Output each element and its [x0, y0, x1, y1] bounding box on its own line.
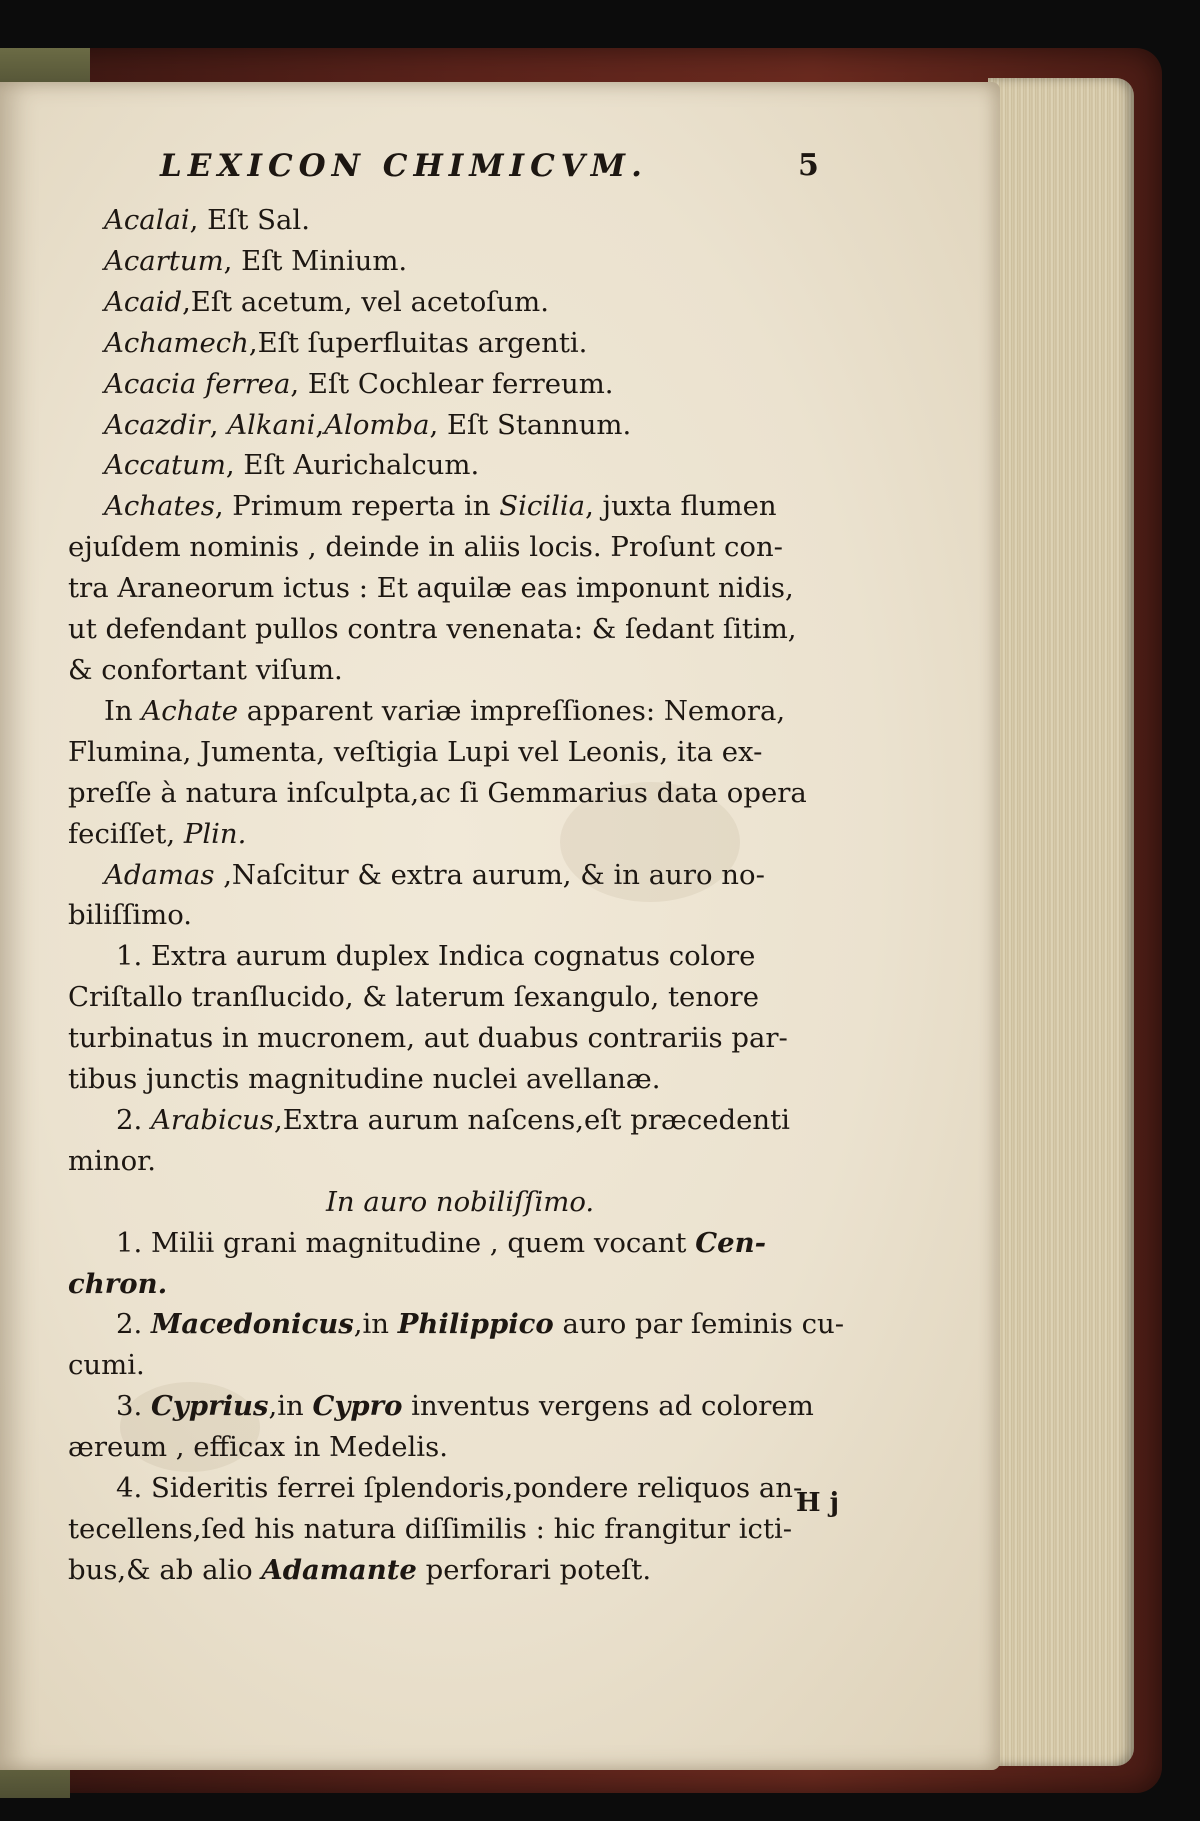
text-segment: 1. Milii grani magnitudine , quem vocant: [116, 1226, 696, 1259]
text-line: [68, 1386, 858, 1427]
text-segment: Macedonicus: [150, 1308, 354, 1341]
text-segment: Accatum: [104, 449, 226, 482]
text-segment: Adamante: [261, 1553, 417, 1586]
text-segment: , Eſt Sal.: [189, 204, 310, 236]
text-segment: Cyprius: [150, 1390, 269, 1423]
text-line: [68, 1550, 858, 1591]
text-line: [68, 527, 858, 568]
text-segment: Acalai: [104, 204, 190, 236]
book-page: [0, 82, 1000, 1770]
text-segment: æreum , efficax in Medelis.: [68, 1431, 448, 1464]
text-segment: , Eſt Cochlear ferreum.: [290, 367, 614, 400]
text-block: [68, 144, 858, 1591]
text-line: [68, 773, 858, 814]
text-line: [68, 568, 858, 609]
text-segment: ,Eſt ſuperfluitas argenti.: [248, 326, 588, 359]
text-segment: Alomba: [324, 408, 430, 441]
text-segment: 4. Sideritis ferrei ſplendoris,pondere reliquos an-: [116, 1472, 803, 1505]
text-line: [68, 1141, 858, 1182]
body-text: [68, 200, 858, 1591]
text-segment: Cypro: [312, 1390, 403, 1423]
text-segment: feciſſet,: [68, 817, 184, 850]
text-line: [68, 486, 858, 527]
text-line: [68, 895, 858, 936]
text-segment: Arabicus: [150, 1103, 275, 1136]
text-segment: Plin.: [183, 817, 247, 850]
text-line: [68, 1059, 858, 1100]
text-segment: ut defendant pullos contra venenata: & ſedant ſitim,: [68, 613, 797, 646]
text-segment: ,Eſt acetum, vel acetoſum.: [182, 285, 549, 318]
text-segment: ,: [209, 408, 228, 441]
text-line: [68, 936, 858, 977]
text-segment: Adamas: [104, 858, 215, 891]
text-line: [68, 1264, 858, 1305]
text-segment: tibus junctis magnitudine nuclei avellanæ.: [68, 1063, 661, 1096]
text-line: [68, 1223, 858, 1264]
text-segment: cumi.: [68, 1349, 145, 1382]
text-segment: Sicilia: [499, 490, 586, 523]
text-segment: biliſſimo.: [68, 899, 193, 932]
text-segment: & confortant viſum.: [68, 653, 343, 686]
text-segment: chron.: [68, 1267, 168, 1300]
text-line: [68, 241, 858, 282]
text-line: [68, 1182, 858, 1223]
text-segment: tra Araneorum ictus : Et aquilæ eas imponunt nidis,: [68, 572, 794, 605]
text-segment: Flumina, Jumenta, veſtigia Lupi vel Leonis, ita ex-: [68, 735, 763, 768]
text-line: [68, 1427, 858, 1468]
text-line: [68, 609, 858, 650]
text-segment: Acacia ferrea: [104, 367, 291, 400]
text-segment: Cen-: [695, 1226, 767, 1259]
text-line: [68, 691, 858, 732]
running-title: LEXICON CHIMICVM.: [160, 148, 648, 184]
text-segment: tecellens,ſed his natura diſſimilis : hic frangitur icti-: [68, 1513, 793, 1545]
text-segment: Acartum: [104, 244, 224, 277]
text-line: [68, 323, 858, 364]
text-segment: preſſe à natura inſculpta,ac ſi Gemmarius data opera: [68, 776, 807, 809]
text-segment: auro par ſeminis cu-: [553, 1308, 845, 1341]
text-segment: Acazdir: [104, 408, 210, 441]
text-segment: perforari poteſt.: [416, 1553, 652, 1586]
text-segment: Philippico: [397, 1308, 554, 1341]
text-segment: , juxta flumen: [585, 490, 777, 523]
text-line: [68, 814, 858, 855]
text-line: [68, 1304, 858, 1345]
text-segment: 2.: [116, 1308, 151, 1341]
text-segment: Acaid: [104, 285, 183, 318]
text-segment: ,Naſcitur & extra aurum, & in auro no-: [214, 858, 765, 891]
signature-mark: H j: [796, 1488, 840, 1518]
text-line: [68, 1100, 858, 1141]
text-segment: minor.: [68, 1144, 157, 1177]
text-line: [68, 1468, 858, 1509]
text-segment: apparent variæ impreſſiones: Nemora,: [238, 694, 786, 727]
text-segment: , Eſt Stannum.: [429, 408, 632, 441]
page-edges: [988, 78, 1134, 1766]
text-segment: 2.: [116, 1103, 151, 1136]
text-segment: 1. Extra aurum duplex Indica cognatus colore: [116, 940, 756, 973]
text-segment: Achates: [104, 490, 215, 523]
text-segment: ,: [315, 408, 325, 441]
text-line: [68, 977, 858, 1018]
text-segment: Achamech: [104, 326, 249, 359]
text-segment: ,in: [353, 1308, 398, 1341]
text-line: [68, 732, 858, 773]
page-number: 5: [798, 148, 819, 183]
text-line: [68, 364, 858, 405]
text-segment: ,Extra aurum naſcens,eſt præcedenti: [274, 1103, 790, 1136]
text-segment: 3.: [116, 1390, 151, 1423]
text-segment: , Eſt Minium.: [223, 244, 408, 277]
text-line: [68, 855, 858, 896]
text-segment: Achate: [141, 694, 239, 727]
text-segment: In: [104, 694, 142, 727]
text-segment: , Eſt Aurichalcum.: [225, 449, 480, 482]
text-line: [68, 405, 858, 446]
text-segment: inventus vergens ad colorem: [402, 1390, 814, 1423]
text-segment: turbinatus in mucronem, aut duabus contrariis par-: [68, 1022, 788, 1055]
running-head: [68, 144, 858, 200]
text-line: [68, 1509, 858, 1550]
text-segment: , Primum reperta in: [214, 490, 500, 523]
text-segment: In auro nobiliſſimo.: [326, 1185, 595, 1218]
text-segment: ejuſdem nominis , deinde in aliis locis. Proſunt con-: [68, 531, 783, 564]
text-line: [68, 445, 858, 486]
text-line: [68, 282, 858, 323]
text-line: [68, 1018, 858, 1059]
text-segment: bus,& ab alio: [68, 1553, 262, 1586]
text-line: [68, 200, 858, 241]
text-segment: Alkani: [227, 408, 316, 441]
text-line: [68, 650, 858, 691]
text-segment: ,in: [268, 1390, 313, 1423]
text-line: [68, 1345, 858, 1386]
text-segment: Criſtallo tranſlucido, & laterum ſexangulo, tenore: [68, 981, 759, 1014]
